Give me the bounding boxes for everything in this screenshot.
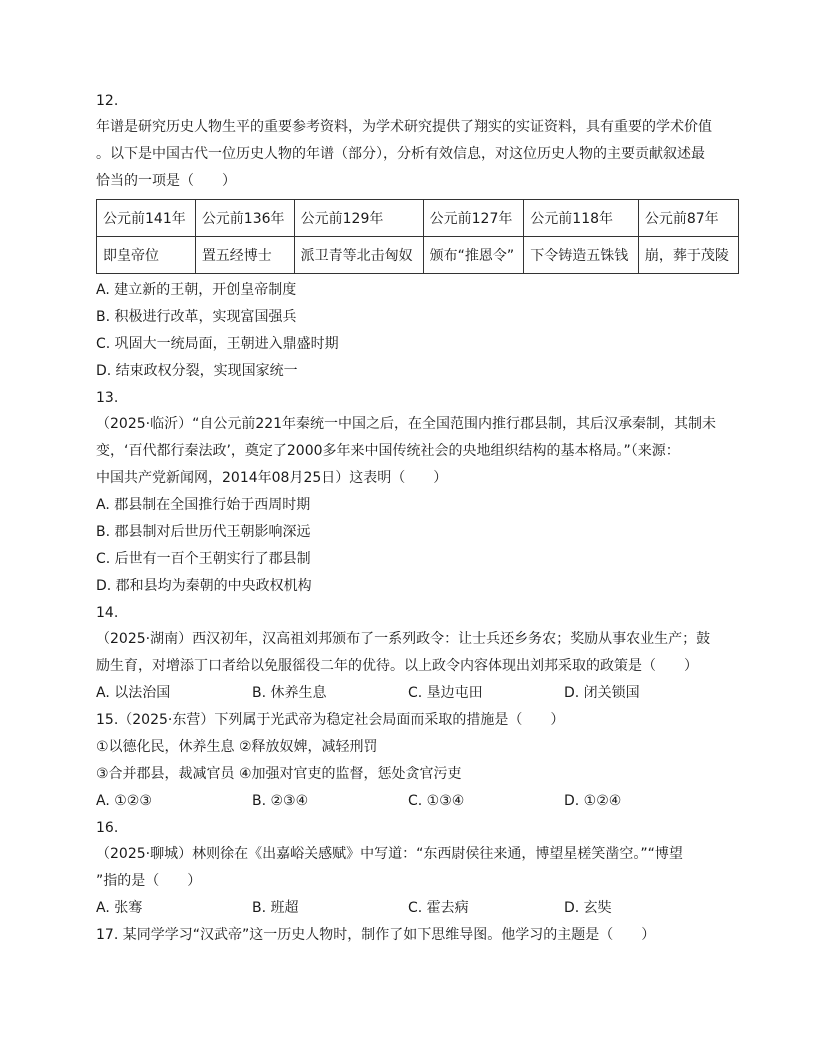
table-cell-year: 公元前118年 — [524, 200, 639, 237]
option-c[interactable]: C. 后世有一百个王朝实行了郡县制 — [96, 551, 311, 567]
option-b[interactable]: B. ②③④ — [252, 793, 309, 809]
question-stem-line: 中国共产党新闻网，2014年08月25日）这表明（ ） — [96, 470, 448, 486]
question-12 — [96, 88, 740, 385]
option-b[interactable]: B. 班超 — [252, 900, 299, 916]
chronology-table — [96, 199, 739, 274]
option-a[interactable]: A. 郡县制在全国推行始于西周时期 — [96, 497, 311, 513]
option-b[interactable]: B. 休养生息 — [252, 685, 327, 701]
option-a[interactable]: A. 以法治国 — [96, 685, 171, 701]
question-stem-line: （2025·临沂）“自公元前221年秦统一中国之后，在全国范围内推行郡县制，其后汉承秦制，其制未 — [96, 416, 717, 432]
question-number: 13. — [96, 390, 119, 406]
question-stem-line: 恰当的一项是（ ） — [96, 173, 236, 189]
table-cell-event: 下令铸造五铢钱 — [524, 237, 639, 274]
table-cell-year: 公元前136年 — [195, 200, 294, 237]
question-16 — [96, 815, 740, 922]
option-a[interactable]: A. 建立新的王朝，开创皇帝制度 — [96, 282, 297, 298]
option-d[interactable]: D. 玄奘 — [564, 900, 612, 916]
option-b[interactable]: B. 积极进行改革，实现富国强兵 — [96, 309, 297, 325]
question-15 — [96, 707, 740, 815]
table-cell-event: 派卫青等北击匈奴 — [294, 237, 423, 274]
question-stem-line: 17. 某同学学习“汉武帝”这一历史人物时，制作了如下思维导图。他学习的主题是（ ） — [96, 927, 656, 943]
option-c[interactable]: C. 霍去病 — [408, 900, 469, 916]
option-a[interactable]: A. ①②③ — [96, 793, 152, 809]
option-c[interactable]: C. 巩固大一统局面，王朝进入鼎盛时期 — [96, 336, 339, 352]
question-stem-line: 年谱是研究历史人物生平的重要参考资料，为学术研究提供了翔实的实证资料，具有重要的学术价值 — [96, 119, 712, 135]
question-stem-line: ③合并郡县，裁减官员 ④加强对官吏的监督，惩处贪官污吏 — [96, 766, 462, 782]
table-cell-event: 置五经博士 — [195, 237, 294, 274]
option-d[interactable]: D. 闭关锁国 — [564, 685, 640, 701]
question-stem-line: 变，‘百代都行秦法政’，奠定了2000多年来中国传统社会的央地组织结构的基本格局。”（来源： — [96, 443, 680, 459]
question-number: 14. — [96, 605, 119, 621]
option-c[interactable]: C. 垦边屯田 — [408, 685, 483, 701]
table-row-years — [97, 200, 739, 237]
question-stem-line: 励生育，对增添丁口者给以免服徭役二年的优待。以上政令内容体现出刘邦采取的政策是（ ） — [96, 658, 698, 674]
table-cell-year: 公元前87年 — [638, 200, 738, 237]
question-sheet — [96, 88, 740, 949]
question-number: 12. — [96, 93, 119, 109]
question-number: 16. — [96, 820, 119, 836]
table-cell-year: 公元前129年 — [294, 200, 423, 237]
question-14 — [96, 600, 740, 707]
option-d[interactable]: D. ①②④ — [564, 793, 622, 809]
option-d[interactable]: D. 结束政权分裂，实现国家统一 — [96, 363, 298, 379]
question-stem-line: ①以德化民，休养生息 ②释放奴婢，减轻刑罚 — [96, 739, 378, 755]
table-cell-year: 公元前127年 — [423, 200, 524, 237]
options-row — [96, 680, 740, 707]
question-stem-line: （2025·聊城）林则徐在《出嘉峪关感赋》中写道：“东西尉侯往来通，博望星槎笑凿空。”“博望 — [96, 846, 683, 862]
option-d[interactable]: D. 郡和县均为秦朝的中央政权机构 — [96, 578, 312, 594]
option-a[interactable]: A. 张骞 — [96, 900, 143, 916]
table-cell-event: 即皇帝位 — [97, 237, 196, 274]
question-stem-line: 。以下是中国古代一位历史人物的年谱（部分），分析有效信息，对这位历史人物的主要贡献叙述最 — [96, 146, 705, 162]
table-row-events — [97, 237, 739, 274]
question-stem-line: ”指的是（ ） — [96, 873, 202, 889]
table-cell-event: 颁布“推恩令” — [423, 237, 524, 274]
question-17 — [96, 922, 740, 949]
table-cell-year: 公元前141年 — [97, 200, 196, 237]
option-c[interactable]: C. ①③④ — [408, 793, 465, 809]
table-cell-event: 崩，葬于茂陵 — [638, 237, 738, 274]
question-13 — [96, 385, 740, 600]
options-row — [96, 788, 740, 815]
question-stem-line: （2025·湖南）西汉初年，汉高祖刘邦颁布了一系列政令：让士兵还乡务农；奖励从事农业生产；鼓 — [96, 631, 711, 647]
option-b[interactable]: B. 郡县制对后世历代王朝影响深远 — [96, 524, 311, 540]
question-stem-line: 15.（2025·东营）下列属于光武帝为稳定社会局面而采取的措施是（ ） — [96, 712, 565, 728]
options-row — [96, 895, 740, 922]
